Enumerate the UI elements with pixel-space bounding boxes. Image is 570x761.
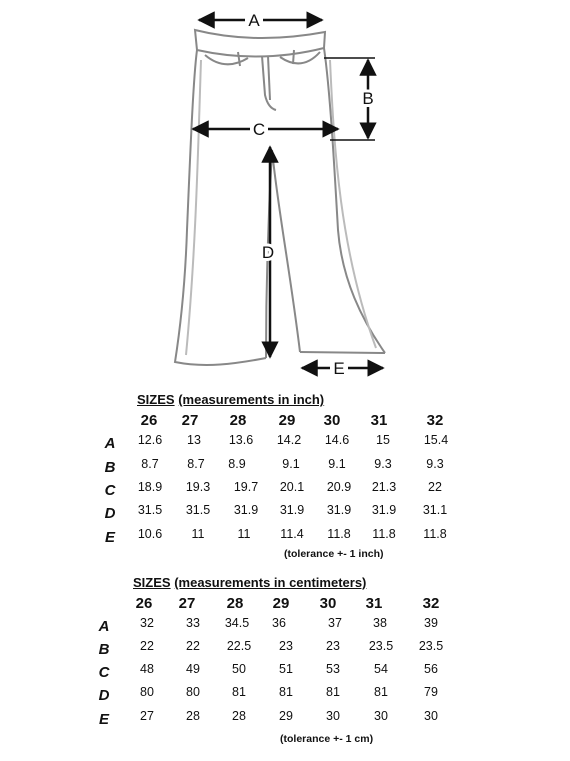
table-cell: 20.9 xyxy=(326,480,352,494)
row-label: E xyxy=(104,529,116,546)
row-label: C xyxy=(104,482,116,499)
cm-tolerance-note: (tolerance +- 1 cm) xyxy=(280,733,374,745)
table-cell: 9.3 xyxy=(426,457,444,471)
table-cell: 30 xyxy=(424,709,438,723)
inch-tolerance-note: (tolerance +- 1 inch) xyxy=(284,548,384,560)
size-header-cell: 29 xyxy=(272,595,290,612)
table-cell: 22 xyxy=(428,480,442,494)
table-cell: 9.1 xyxy=(328,457,346,471)
table-cell: 11 xyxy=(191,527,205,541)
size-header-cell: 26 xyxy=(140,412,158,429)
label-e: E xyxy=(333,359,345,378)
table-cell: 30 xyxy=(374,709,388,723)
table-cell: 28 xyxy=(186,709,200,723)
row-label: C xyxy=(98,664,110,681)
label-c: C xyxy=(252,120,266,139)
table-cell: 23 xyxy=(279,639,293,653)
row-label: D xyxy=(104,505,116,522)
table-cell: 22 xyxy=(140,639,154,653)
size-header-cell: 27 xyxy=(181,412,199,429)
table-cell: 11.8 xyxy=(327,527,351,541)
table-cell: 9.3 xyxy=(374,457,392,471)
label-d: D xyxy=(261,243,275,262)
table-cell: 80 xyxy=(186,685,200,699)
measurement-arrows xyxy=(193,20,383,368)
table-cell: 28 xyxy=(232,709,246,723)
table-cell: 14.6 xyxy=(324,433,350,447)
table-cell: 21.3 xyxy=(371,480,397,494)
table-cell: 27 xyxy=(140,709,154,723)
table-cell: 11 xyxy=(237,527,251,541)
table-cell: 30 xyxy=(326,709,340,723)
table-cell: 53 xyxy=(326,662,340,676)
size-header-cell: 30 xyxy=(319,595,337,612)
table-cell: 80 xyxy=(140,685,154,699)
table-cell: 11.8 xyxy=(423,527,447,541)
inch-size-header xyxy=(0,412,570,432)
cm-table-title-note: (measurements in centimeters) xyxy=(174,575,367,590)
row-label: E xyxy=(98,711,110,728)
table-cell: 8.9 xyxy=(228,457,246,471)
table-cell: 10.6 xyxy=(137,527,163,541)
size-header-cell: 26 xyxy=(135,595,153,612)
table-cell: 15 xyxy=(376,433,390,447)
inch-table-title-sizes: SIZES xyxy=(137,392,175,407)
table-cell: 39 xyxy=(424,616,438,630)
label-a: A xyxy=(248,11,260,30)
table-cell: 81 xyxy=(279,685,293,699)
table-cell: 11.8 xyxy=(372,527,396,541)
size-header-cell: 32 xyxy=(426,412,444,429)
label-b: B xyxy=(362,89,374,108)
cm-size-header xyxy=(0,595,570,615)
table-cell: 31.5 xyxy=(185,503,211,517)
table-cell: 12.6 xyxy=(137,433,163,447)
inch-table-title-note: (measurements in inch) xyxy=(178,392,325,407)
table-cell: 23 xyxy=(326,639,340,653)
table-cell: 20.1 xyxy=(279,480,305,494)
table-cell: 54 xyxy=(374,662,388,676)
size-header-cell: 27 xyxy=(178,595,196,612)
table-cell: 13.6 xyxy=(228,433,254,447)
table-cell: 15.4 xyxy=(423,433,449,447)
table-cell: 56 xyxy=(424,662,438,676)
table-cell: 50 xyxy=(232,662,246,676)
table-cell: 19.7 xyxy=(233,480,259,494)
size-header-cell: 31 xyxy=(365,595,383,612)
table-cell: 38 xyxy=(373,616,387,630)
table-cell: 9.1 xyxy=(282,457,300,471)
table-cell: 11.4 xyxy=(280,527,304,541)
table-cell: 31.9 xyxy=(233,503,259,517)
table-cell: 48 xyxy=(140,662,154,676)
table-cell: 13 xyxy=(187,433,201,447)
table-cell: 79 xyxy=(424,685,438,699)
table-cell: 31.9 xyxy=(371,503,397,517)
table-cell: 22 xyxy=(186,639,200,653)
table-cell: 51 xyxy=(279,662,293,676)
row-label: B xyxy=(104,459,116,476)
row-label: D xyxy=(98,687,110,704)
table-cell: 36 xyxy=(272,616,286,630)
pants-outline xyxy=(175,30,385,365)
table-cell: 22.5 xyxy=(226,639,252,653)
inch-table-title xyxy=(137,392,324,407)
table-cell: 23.5 xyxy=(418,639,444,653)
table-cell: 23.5 xyxy=(368,639,394,653)
table-cell: 31.5 xyxy=(137,503,163,517)
table-cell: 8.7 xyxy=(141,457,159,471)
size-header-cell: 32 xyxy=(422,595,440,612)
table-cell: 81 xyxy=(232,685,246,699)
table-cell: 29 xyxy=(279,709,293,723)
table-cell: 14.2 xyxy=(276,433,302,447)
table-cell: 81 xyxy=(326,685,340,699)
table-cell: 19.3 xyxy=(185,480,211,494)
table-cell: 33 xyxy=(186,616,200,630)
table-cell: 31.9 xyxy=(326,503,352,517)
table-cell: 31.9 xyxy=(279,503,305,517)
table-cell: 49 xyxy=(186,662,200,676)
table-cell: 37 xyxy=(328,616,342,630)
size-header-cell: 29 xyxy=(278,412,296,429)
row-label: A xyxy=(104,435,116,452)
cm-table-title-sizes: SIZES xyxy=(133,575,171,590)
table-cell: 8.7 xyxy=(187,457,205,471)
cm-table-title xyxy=(133,575,366,590)
table-cell: 32 xyxy=(140,616,154,630)
size-header-cell: 28 xyxy=(226,595,244,612)
table-cell: 81 xyxy=(374,685,388,699)
row-label: A xyxy=(98,618,110,635)
table-cell: 18.9 xyxy=(137,480,163,494)
table-cell: 34.5 xyxy=(224,616,250,630)
size-header-cell: 31 xyxy=(370,412,388,429)
table-cell: 31.1 xyxy=(422,503,448,517)
row-label: B xyxy=(98,641,110,658)
size-header-cell: 30 xyxy=(323,412,341,429)
size-header-cell: 28 xyxy=(229,412,247,429)
